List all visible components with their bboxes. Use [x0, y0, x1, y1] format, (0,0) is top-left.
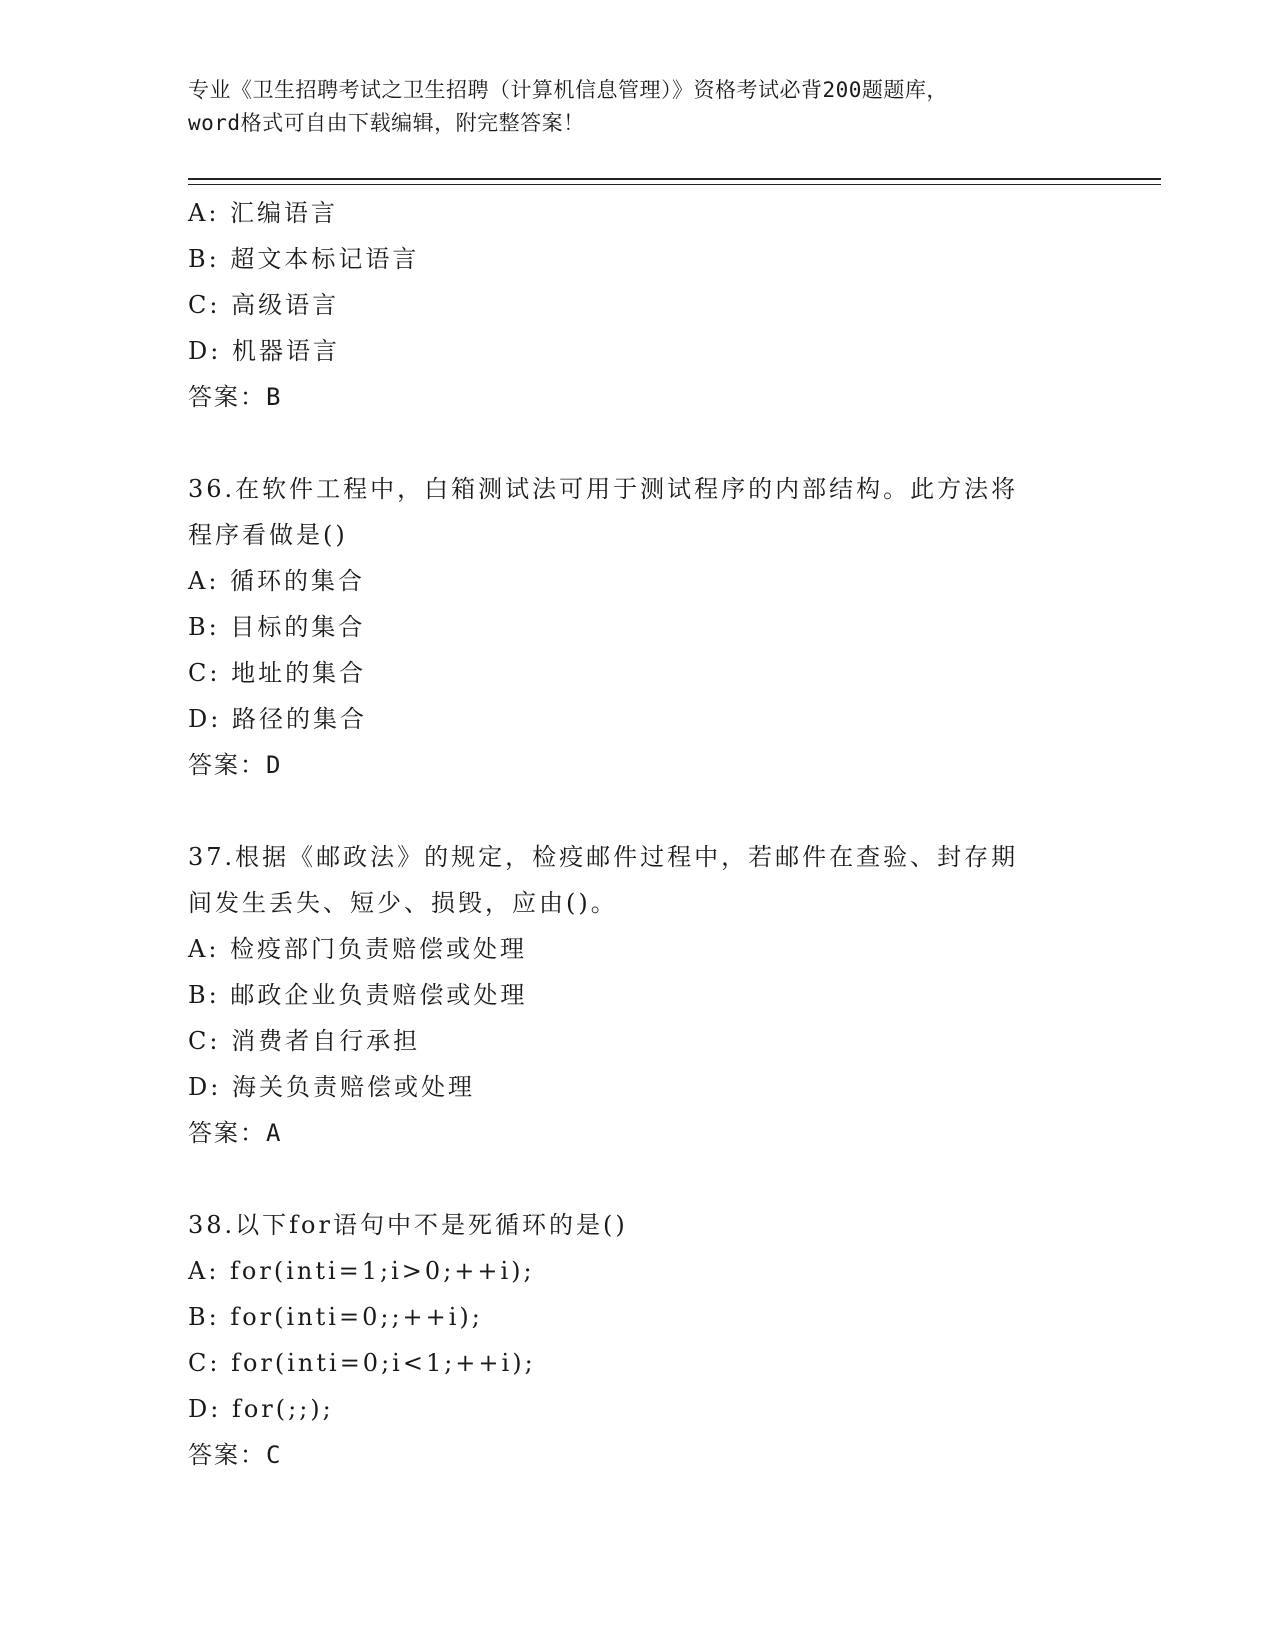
- option-d: D: 海关负责赔偿或处理: [188, 1073, 475, 1101]
- answer-line: [188, 1110, 1088, 1156]
- answer-line: [188, 1432, 1088, 1478]
- question-stem-line: 程序看做是(): [188, 521, 348, 549]
- question-35-continuation: [188, 190, 1088, 420]
- option-b: B: 邮政企业负责赔偿或处理: [188, 981, 528, 1009]
- option-a: A: 汇编语言: [188, 199, 339, 227]
- option-b: B: 目标的集合: [188, 613, 366, 641]
- option-c: C: 消费者自行承担: [188, 1027, 421, 1055]
- answer-value: D: [266, 751, 283, 779]
- answer-line: [188, 374, 1088, 420]
- option-a: A: 检疫部门负责赔偿或处理: [188, 935, 528, 963]
- answer-label: 答案：: [188, 383, 266, 411]
- header-divider-thick: [188, 178, 1161, 180]
- option-c: C: 地址的集合: [188, 659, 367, 687]
- question-stem-line: 37.根据《邮政法》的规定，检疫邮件过程中，若邮件在查验、封存期: [188, 843, 1019, 871]
- option-c: C: for(inti=0;i<1;++i);: [188, 1349, 536, 1377]
- answer-label: 答案：: [188, 751, 266, 779]
- document-header: [188, 74, 1088, 140]
- question-38: [188, 1202, 1088, 1478]
- header-title-line-1: 专业《卫生招聘考试之卫生招聘（计算机信息管理）》资格考试必背200题题库，: [188, 78, 948, 102]
- answer-value: A: [266, 1119, 283, 1147]
- option-c: C: 高级语言: [188, 291, 340, 319]
- question-37: [188, 834, 1088, 1156]
- answer-value: B: [266, 383, 283, 411]
- question-stem-line: 38.以下for语句中不是死循环的是(): [188, 1211, 628, 1239]
- option-a: A: for(inti=1;i>0;++i);: [188, 1257, 535, 1285]
- question-list: [188, 190, 1088, 1478]
- option-d: D: 机器语言: [188, 337, 340, 365]
- answer-value: C: [266, 1441, 283, 1469]
- option-b: B: for(inti=0;;++i);: [188, 1303, 483, 1331]
- answer-line: [188, 742, 1088, 788]
- header-title-line-2: word格式可自由下载编辑，附完整答案！: [188, 111, 585, 135]
- option-a: A: 循环的集合: [188, 567, 366, 595]
- question-36: [188, 466, 1088, 788]
- header-divider-thin: [188, 184, 1161, 185]
- question-stem-line: 36.在软件工程中，白箱测试法可用于测试程序的内部结构。此方法将: [188, 475, 1019, 503]
- answer-label: 答案：: [188, 1441, 266, 1469]
- answer-label: 答案：: [188, 1119, 266, 1147]
- option-d: D: 路径的集合: [188, 705, 367, 733]
- option-b: B: 超文本标记语言: [188, 245, 420, 273]
- option-d: D: for(;;);: [188, 1395, 334, 1423]
- question-stem-line: 间发生丢失、短少、损毁，应由()。: [188, 889, 618, 917]
